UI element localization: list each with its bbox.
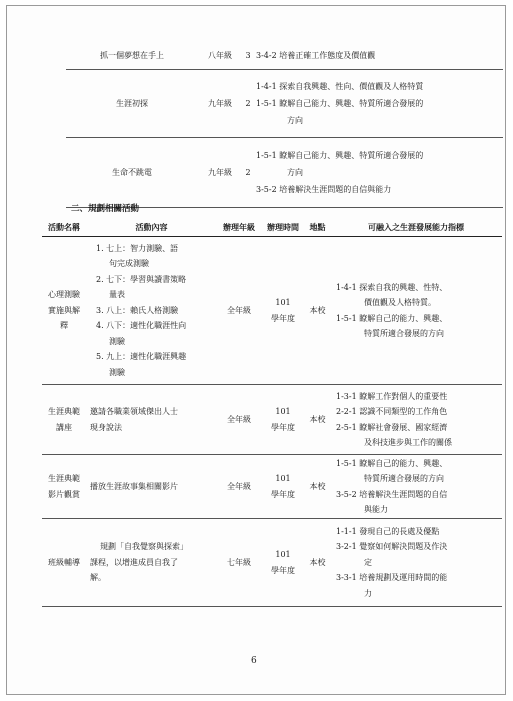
course-count: 3 [242, 43, 254, 69]
activity-name: 生涯典範 講座 [42, 385, 86, 455]
activity-grade: 全年級 [217, 237, 261, 385]
activity-grade: 全年級 [217, 455, 261, 519]
course-indicators [254, 43, 503, 69]
header-indicators: 可融入之生涯發展能力指標 [330, 220, 502, 237]
header-time: 辦理時間 [261, 220, 305, 237]
course-name: 生命不跳電 [66, 137, 198, 207]
course-grade: 九年級 [198, 137, 242, 207]
header-grade: 辦理年級 [217, 220, 261, 237]
course-count: 2 [242, 137, 254, 207]
activity-content: 邀請各職業領域傑出人士 現身說法 [86, 385, 217, 455]
indicator-line: 1-5-1 瞭解自己能力、興趣、特質所適合發展的 [256, 98, 424, 108]
activity-indicators: 1-5-1 瞭解自己的能力、興趣、 特質所適合發展的方向 3-5-2 培養解決生涯問題的自信 與能力 [330, 455, 502, 519]
indicator-line: 3-4-2 培養正確工作態度及價值觀 [256, 51, 376, 61]
table-row [66, 43, 503, 69]
page-number: 6 [251, 656, 257, 666]
course-count: 2 [242, 69, 254, 137]
table-row [42, 519, 502, 607]
activity-name: 心理測驗 實施與解 釋 [42, 237, 86, 385]
activity-time: 101 學年度 [261, 385, 305, 455]
activity-name: 生涯典範 影片觀賞 [42, 455, 86, 519]
curriculum-table [66, 43, 503, 208]
activities-table [42, 220, 502, 607]
activity-time: 101 學年度 [261, 237, 305, 385]
course-indicators [254, 69, 503, 137]
table-row [42, 455, 502, 519]
activity-grade: 七年級 [217, 519, 261, 607]
indicator-line: 方向 [287, 115, 303, 125]
header-place: 地點 [305, 220, 330, 237]
indicator-line: 方向 [287, 167, 303, 177]
activity-content: 播放生涯故事集相關影片 [86, 455, 217, 519]
table-row [66, 137, 503, 207]
table-row [66, 69, 503, 137]
indicator-line: 1-4-1 探索自我興趣、性向、價值觀及人格特質 [256, 81, 424, 91]
course-grade: 九年級 [198, 69, 242, 137]
header-activity-content: 活動內容 [86, 220, 217, 237]
indicator-line: 1-5-1 瞭解自己能力、興趣、特質所適合發展的 [256, 150, 424, 160]
activity-indicators: 1-1-1 發現自己的長處及優點 3-2-1 覺察如何解決問題及作決 定 3-3-1 培養規劃及運用時間的能 力 [330, 519, 502, 607]
activity-time: 101 學年度 [261, 519, 305, 607]
activity-content: 規劃「自我覺察與探索」 課程，以增進成員自我了 解。 [86, 519, 217, 607]
activity-place: 本校 [305, 237, 330, 385]
table-row [42, 237, 502, 385]
course-indicators [254, 137, 503, 207]
course-name: 生涯初探 [66, 69, 198, 137]
indicator-line: 3-5-2 培養解決生涯問題的自信與能力 [256, 184, 392, 194]
activity-grade: 全年級 [217, 385, 261, 455]
course-grade: 八年級 [198, 43, 242, 69]
activity-name: 班級輔導 [42, 519, 86, 607]
activity-content: 1. 七上：智力測驗、語 句完成測驗 2. 七下：學習與讀書策略 量表 3. 八上：賴氏人格測驗 4. 八下：適性化職涯性向 測驗 5. 九上：適性化職涯興趣 測驗 [86, 237, 217, 385]
table-header-row [42, 220, 502, 237]
course-name: 抓一個夢想在手上 [66, 43, 198, 69]
activity-indicators: 1-4-1 探索自我的興趣、性特、 價值觀及人格特質。 1-5-1 瞭解自己的能力、興趣、 特質所適合發展的方向 [330, 237, 502, 385]
section-title: 二、規劃相關活動 [71, 204, 140, 214]
activity-place: 本校 [305, 455, 330, 519]
activity-time: 101 學年度 [261, 455, 305, 519]
table-row [42, 385, 502, 455]
activity-place: 本校 [305, 385, 330, 455]
header-activity-name: 活動名稱 [42, 220, 86, 237]
activity-indicators: 1-3-1 瞭解工作對個人的重要性 2-2-1 認識不同類型的工作角色 2-5-1 瞭解社會發展、國家經濟 及科技進步與工作的關係 [330, 385, 502, 455]
activity-place: 本校 [305, 519, 330, 607]
document-page [6, 5, 506, 695]
